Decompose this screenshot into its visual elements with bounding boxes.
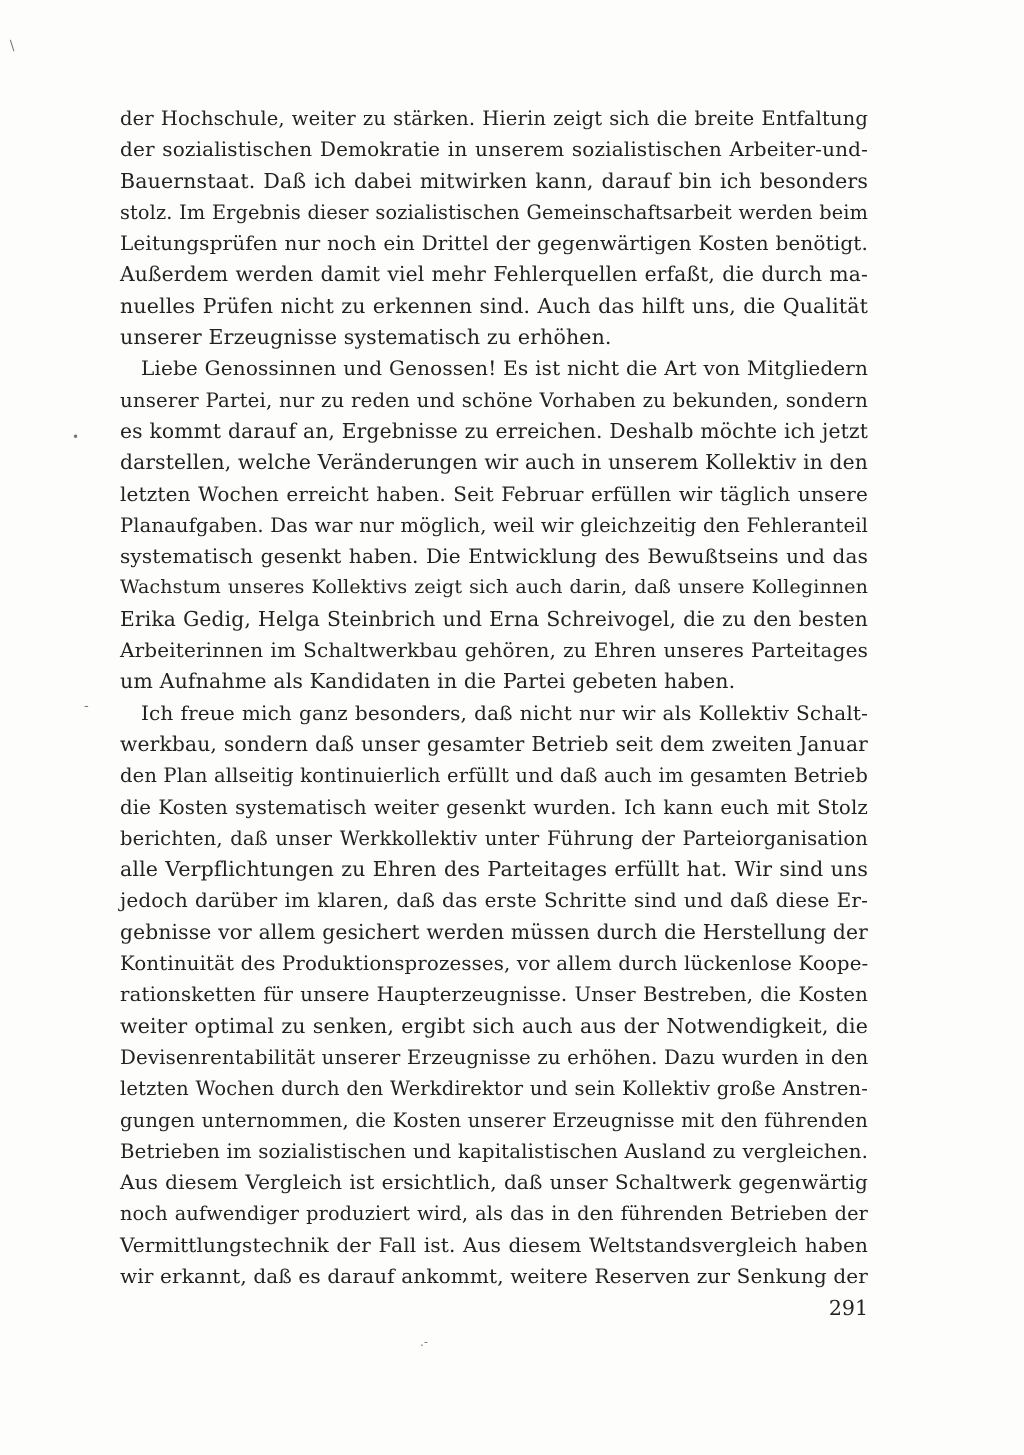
text-line: Arbeiterinnen im Schaltwerkbau gehören, zu Ehren unseres Parteitages (120, 638, 868, 663)
text-line: Devisenrentabilität unserer Erzeugnisse zu erhöhen. Dazu wurden in den (120, 1045, 869, 1069)
text-line: jedoch darüber im klaren, daß das erste Schritte sind und daß diese Er- (120, 888, 868, 913)
text-line: stolz. Im Ergebnis dieser sozialistischen Gemeinschaftsarbeit werden beim (120, 200, 868, 224)
text-line: Wachstum unseres Kollektivs zeigt sich auch darin, daß unsere Kolleginnen (120, 576, 868, 599)
text-line: rationsketten für unsere Haupterzeugnisse. Unser Bestreben, die Kosten (120, 983, 868, 1007)
text-line: letzten Wochen durch den Werkdirektor und sein Kollektiv große Anstren- (120, 1077, 868, 1101)
scan-speck: / (5, 38, 19, 54)
text-line: gebnisse vor allem gesichert werden müssen durch die Herstellung der (120, 919, 868, 944)
text-line: berichten, daß unser Werkkollektiv unter Führung der Parteiorganisation (120, 826, 868, 850)
text-line: Betrieben im sozialistischen und kapitalistischen Ausland zu vergleichen. (120, 1139, 868, 1163)
text-line: um Aufnahme als Kandidaten in die Partei gebeten haben. (120, 669, 736, 694)
page-number: 291 (828, 1296, 868, 1320)
text-line: der sozialistischen Demokratie in unserem sozialistischen Arbeiter-und- (120, 137, 868, 162)
text-line: Erika Gedig, Helga Steinbrich und Erna Schreivogel, die zu den besten (120, 606, 868, 631)
text-line: Vermittlungstechnik der Fall ist. Aus diesem Weltstandsvergleich haben (120, 1232, 868, 1257)
text-line: noch aufwendiger produziert wird, als das in den führenden Betrieben der (120, 1202, 868, 1226)
text-line: Außerdem werden damit viel mehr Fehlerquellen erfaßt, die durch ma- (120, 262, 868, 287)
text-line: Aus diesem Vergleich ist ersichtlich, daß unser Schaltwerk gegenwärtig (120, 1170, 868, 1195)
text-line: Bauernstaat. Daß ich dabei mitwirken kann, darauf bin ich besonders (120, 168, 868, 193)
text-line: Leitungsprüfen nur noch ein Drittel der gegenwärtigen Kosten benötigt. (120, 231, 868, 256)
text-line: es kommt darauf an, Ergebnisse zu erreichen. Deshalb möchte ich jetzt (120, 418, 868, 443)
text-line: gungen unternommen, die Kosten unserer Erzeugnisse mit den führenden (120, 1108, 868, 1132)
scan-speck: • (72, 430, 80, 444)
text-line: Kontinuität des Produktionsprozesses, vor allem durch lückenlose Koope- (120, 952, 869, 976)
text-line: weiter optimal zu senken, ergibt sich auch aus der Notwendigkeit, die (120, 1013, 868, 1038)
text-line: der Hochschule, weiter zu stärken. Hierin zeigt sich die breite Entfaltung (120, 107, 868, 130)
text-line: darstellen, welche Veränderungen wir auch in unserem Kollektiv in den (120, 450, 868, 475)
text-line: Planaufgaben. Das war nur möglich, weil wir gleichzeitig den Fehleranteil (120, 513, 868, 537)
text-line: systematisch gesenkt haben. Die Entwicklung des Bewußtseins und das (120, 544, 868, 569)
text-line: wir erkannt, daß es darauf ankommt, weitere Reserven zur Senkung der (120, 1263, 868, 1288)
text-line: unserer Erzeugnisse systematisch zu erhöhen. (120, 325, 612, 350)
scan-speck: .- (420, 1335, 428, 1349)
text-line: den Plan allseitig kontinuierlich erfüllt und daß auch im gesamten Betrieb (120, 764, 868, 788)
scan-speck: - (84, 698, 89, 714)
text-line: die Kosten systematisch weiter gesenkt wurden. Ich kann euch mit Stolz (120, 795, 868, 819)
text-line: letzten Wochen erreicht haben. Seit Februar erfüllen wir täglich unsere (120, 481, 868, 506)
text-line: nuelles Prüfen nicht zu erkennen sind. Auch das hilft uns, die Qualität (120, 293, 868, 318)
text-line: alle Verpflichtungen zu Ehren des Parteitages erfüllt hat. Wir sind uns (120, 857, 868, 882)
paragraph-start-line: Ich freue mich ganz besonders, daß nicht nur wir als Kollektiv Schalt- (141, 700, 868, 725)
text-line: werkbau, sondern daß unser gesamter Betrieb seit dem zweiten Januar (120, 731, 868, 756)
text-line: unserer Partei, nur zu reden und schöne Vorhaben zu bekunden, sondern (120, 388, 868, 412)
body-text (120, 103, 868, 1292)
paragraph-start-line: Liebe Genossinnen und Genossen! Es ist nicht die Art von Mitgliedern (141, 356, 868, 381)
